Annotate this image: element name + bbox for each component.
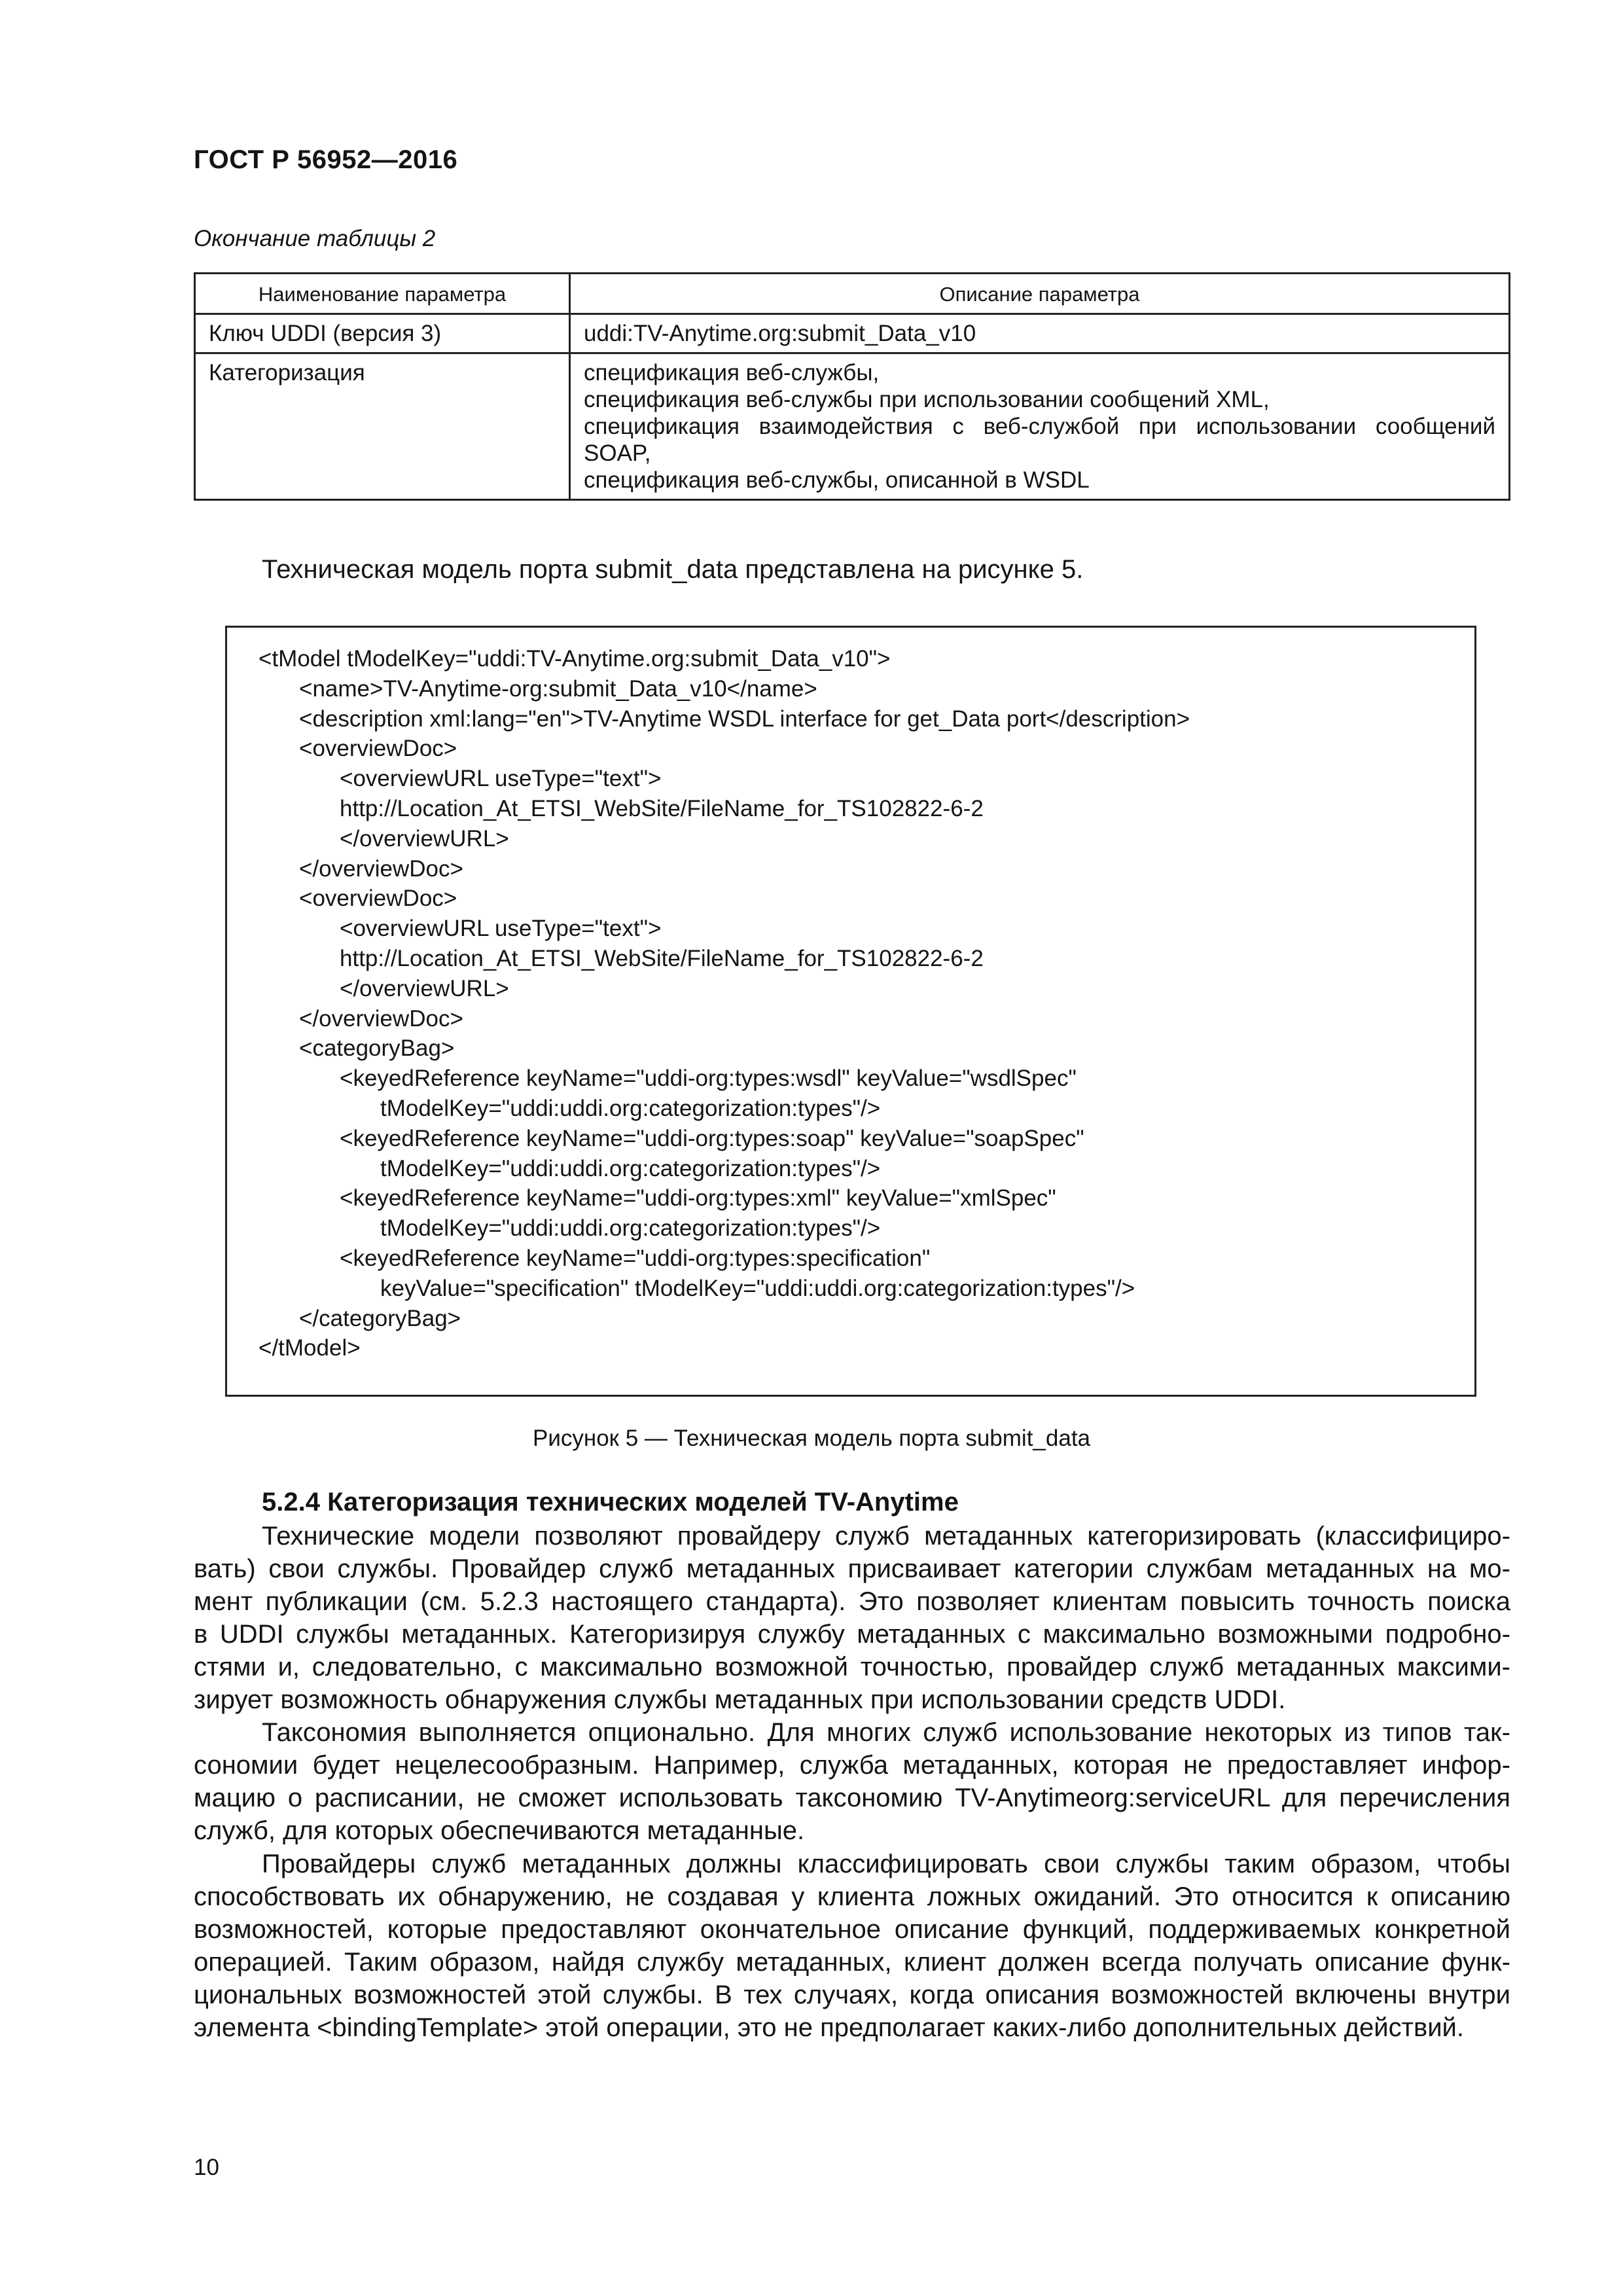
code-line: <overviewURL useType="text"> [340,916,662,942]
paragraph-line: Провайдеры служб метаданных должны классифицировать свои службы таким образом, чтобы [262,1850,1510,1878]
figure-caption: Рисунок 5 — Техническая модель порта submit_data [532,1426,1091,1451]
param-name-cell: Ключ UDDI (версия 3) [195,314,570,353]
code-listing-frame [225,626,1476,1397]
code-line: http://Location_At_ETSI_WebSite/FileName_for_TS102822-6-2 [340,796,984,821]
paragraph-line: стями и, следовательно, с максимально возможной точностью, провайдер служб метаданных максими- [194,1653,1510,1681]
paragraph [194,1716,1510,1847]
paragraph-line: в UDDI службы метаданных. Категоризируя службу метаданных с максимально возможными подробно- [194,1620,1510,1649]
code-line: keyValue="specification" tModelKey="uddi:uddi.org:categorization:types"/> [380,1275,1135,1301]
standard-header: ГОСТ Р 56952—2016 [194,145,458,174]
code-line: tModelKey="uddi:uddi.org:categorization:types"/> [380,1096,881,1121]
paragraph-line: операцией. Таким образом, найдя службу метаданных, клиент должен всегда получать описание функ- [194,1948,1510,1977]
paragraph-line: способствовать их обнаружению, не создавая у клиента ложных ожиданий. Это относится к описанию [194,1882,1510,1911]
paragraph-line: вать) свои службы. Провайдер служб метаданных присваивает категории службам метаданных на мо- [194,1554,1510,1583]
param-description-cell [570,353,1510,500]
code-line: <keyedReference keyName="uddi-org:types:wsdl" keyValue="wsdlSpec" [340,1066,1077,1092]
code-line: <keyedReference keyName="uddi-org:types:xml" keyValue="xmlSpec" [340,1185,1056,1211]
description-line: спецификация веб-службы при использовании сообщений XML, [584,387,1270,412]
code-line: <keyedReference keyName="uddi-org:types:soap" keyValue="soapSpec" [340,1125,1084,1151]
code-line: <name>TV-Anytime-org:submit_Data_v10</name> [299,675,817,702]
column-header-description: Описание параметра [570,274,1510,314]
paragraph-line: мент публикации (см. 5.2.3 настоящего стандарта). Это позволяет клиентам повысить точность поиска [194,1587,1510,1616]
paragraph [194,1520,1510,1716]
code-line: <description xml:lang="en">TV-Anytime WSDL interface for get_Data port</description> [299,706,1190,732]
paragraph-line: служб, для которых обеспечиваются метаданные. [194,1816,805,1845]
column-header-name: Наименование параметра [195,274,570,314]
paragraph-line: сономии будет нецелесообразным. Например, служба метаданных, которая не предоставляет инфор- [194,1751,1510,1780]
code-line: </overviewURL> [340,975,509,1001]
code-line: </tModel> [259,1335,361,1361]
param-description-cell: uddi:TV-Anytime.org:submit_Data_v10 [570,314,1510,353]
paragraph-line: зирует возможность обнаружения службы метаданных при использовании средств UDDI. [194,1685,1286,1714]
paragraph-line: Таксономия выполняется опционально. Для многих служб использование некоторых из типов так- [262,1718,1510,1747]
paragraph-line: Технические модели позволяют провайдеру служб метаданных категоризировать (классифициро- [262,1522,1510,1551]
code-line: <categoryBag> [299,1035,455,1062]
code-line: tModelKey="uddi:uddi.org:categorization:types"/> [380,1215,881,1242]
paragraph [194,1848,1510,2044]
description-line: SOAP, [584,440,651,466]
description-line: спецификация взаимодействия с веб-службой при использовании сообщений [584,414,1495,439]
table-row [195,314,1510,353]
code-line: <overviewDoc> [299,736,457,762]
section-heading: 5.2.4 Категоризация технических моделей TV-Anytime [262,1488,959,1516]
paragraph-line: циональных возможностей этой службы. В тех случаях, когда описания возможностей включены внутри [194,1981,1510,2009]
table-caption: Окончание таблицы 2 [194,226,436,251]
paragraph-line: мацию о расписании, не сможет использовать таксономию TV-Anytimeorg:serviceURL для перечисления [194,1784,1510,1812]
code-line: http://Location_At_ETSI_WebSite/FileName_for_TS102822-6-2 [340,946,984,971]
description-line: спецификация веб-службы, описанной в WSDL [584,467,1090,493]
code-line: </categoryBag> [299,1305,461,1331]
code-line: </overviewDoc> [299,855,463,882]
paragraph-line: возможностей, которые предоставляют окончательное описание функций, поддерживаемых конкретной [194,1915,1510,1944]
code-line: <keyedReference keyName="uddi-org:types:specification" [340,1246,931,1271]
code-line: </overviewDoc> [299,1005,463,1031]
parameter-table [194,272,1510,501]
code-line: <overviewURL useType="text"> [340,766,662,792]
paragraph-line: элемента <bindingTemplate> этой операции, это не предполагает каких-либо дополнительных действий. [194,2013,1464,2042]
description-line: спецификация веб-службы, [584,360,880,386]
code-line: <overviewDoc> [299,886,457,912]
table-row [195,353,1510,500]
code-line: <tModel tModelKey="uddi:TV-Anytime.org:submit_Data_v10"> [259,646,891,672]
param-name-cell: Категоризация [195,353,570,500]
table-header-row [195,274,1510,314]
figure-intro-text: Техническая модель порта submit_data представлена на рисунке 5. [262,555,1084,584]
code-line: tModelKey="uddi:uddi.org:categorization:types"/> [380,1155,881,1181]
page-number: 10 [194,2155,219,2180]
code-line: </overviewURL> [340,825,509,852]
